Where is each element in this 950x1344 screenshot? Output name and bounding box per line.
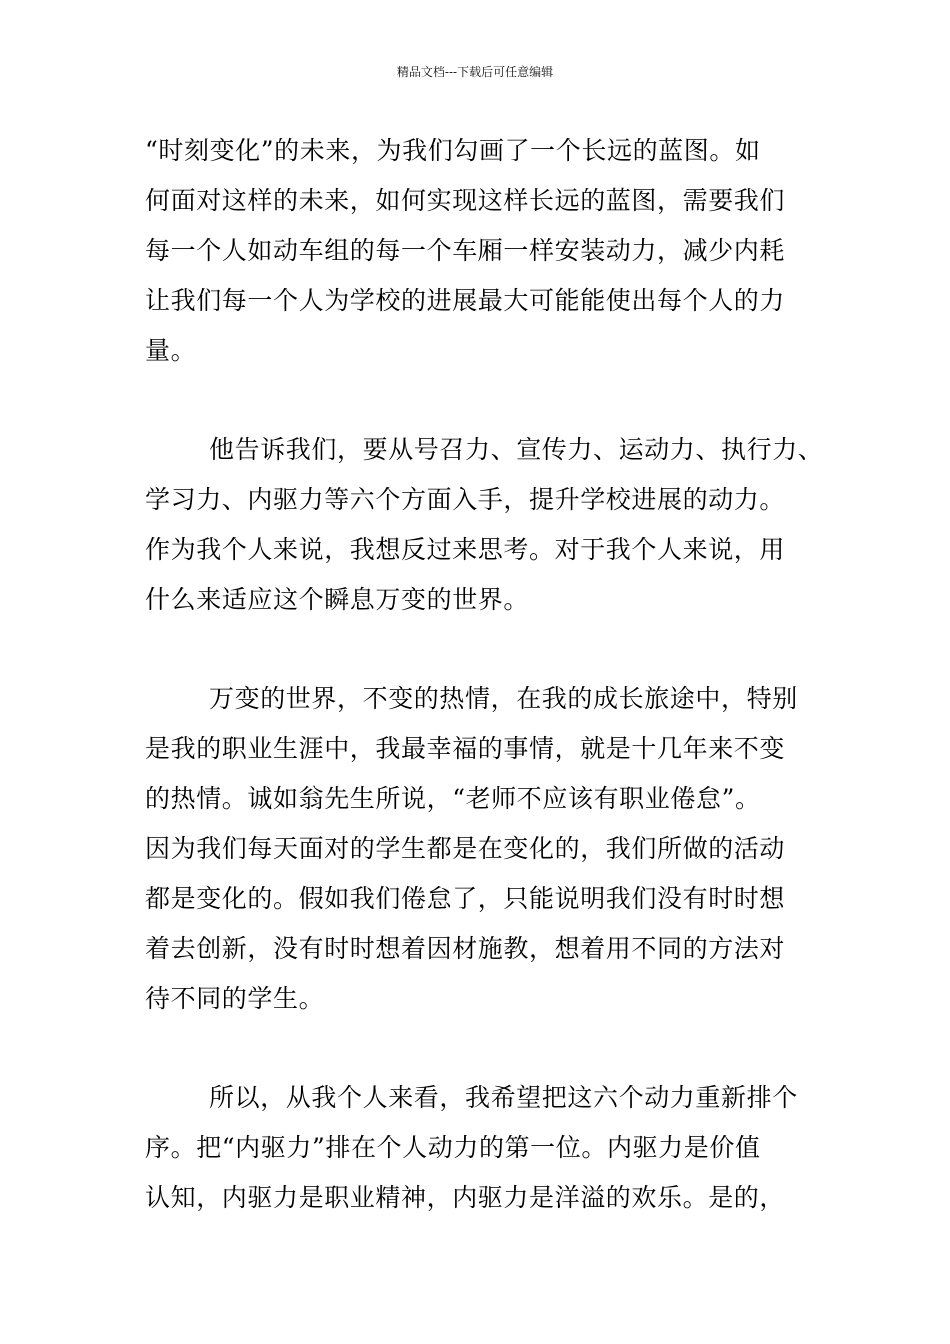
text-line: 认知，内驱力是职业精神，内驱力是洋溢的欢乐。是的， xyxy=(145,1183,786,1212)
text-line: 作为我个人来说，我想反过来思考。对于我个人来说，用 xyxy=(145,535,786,564)
document-body xyxy=(145,126,825,1272)
text-line: 万变的世界，不变的热情，在我的成长旅途中，特别 xyxy=(209,684,798,713)
text-line: 因为我们每天面对的学生都是在变化的，我们所做的活动 xyxy=(145,834,786,863)
text-line: 待不同的学生。 xyxy=(145,984,325,1013)
text-line: 什么来适应这个瞬息万变的世界。 xyxy=(145,585,530,614)
text-line: 序。把“内驱力”排在个人动力的第一位。内驱力是价值 xyxy=(145,1133,761,1162)
text-line: 何面对这样的未来，如何实现这样长远的蓝图，需要我们 xyxy=(145,186,786,215)
text-line: 所以，从我个人来看，我希望把这六个动力重新排个 xyxy=(209,1083,798,1112)
text-line: 让我们每一个人为学校的进展最大可能能使出每个人的力 xyxy=(145,286,786,315)
text-line: 着去创新，没有时时想着因材施教，想着用不同的方法对 xyxy=(145,934,786,963)
text-line: “时刻变化”的未来，为我们勾画了一个长远的蓝图。如 xyxy=(145,136,761,165)
text-line: 的热情。诚如翁先生所说，“老师不应该有职业倦怠”。 xyxy=(145,784,761,813)
paragraph-1 xyxy=(145,126,825,376)
text-line: 都是变化的。假如我们倦怠了，只能说明我们没有时时想 xyxy=(145,884,786,913)
paragraph-2 xyxy=(145,425,825,625)
text-line: 是我的职业生涯中，我最幸福的事情，就是十几年来不变 xyxy=(145,734,786,763)
text-line: 每一个人如动车组的每一个车厢一样安装动力，减少内耗 xyxy=(145,236,786,265)
page-header: 精品文档---下载后可任意编辑 xyxy=(396,65,554,79)
text-line: 学习力、内驱力等六个方面入手，提升学校进展的动力。 xyxy=(145,485,786,514)
paragraph-4 xyxy=(145,1073,825,1223)
text-line: 量。 xyxy=(145,336,197,365)
paragraph-3 xyxy=(145,674,825,1024)
text-line: 他告诉我们，要从号召力、宣传力、运动力、执行力、 xyxy=(209,435,824,464)
